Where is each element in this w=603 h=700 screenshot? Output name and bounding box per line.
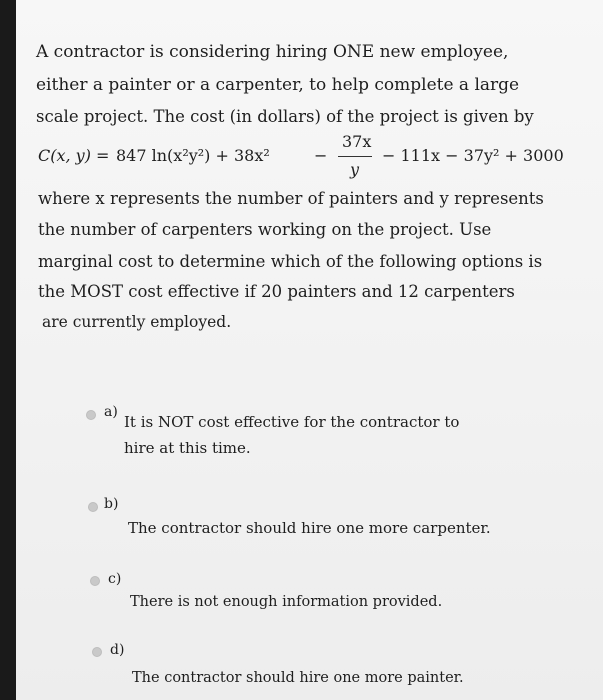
question-page <box>16 0 603 700</box>
option-b-letter: b) <box>104 496 119 512</box>
question-line-1: A contractor is considering hiring ONE new employee, <box>36 42 509 62</box>
option-d-letter: d) <box>110 642 125 658</box>
option-a-letter: a) <box>104 404 118 420</box>
formula-rest: − 111x − 37y² + 3000 <box>382 146 564 165</box>
question-line-6: marginal cost to determine which of the following options is <box>38 252 543 271</box>
option-d-text[interactable]: The contractor should hire one more painter. <box>132 670 464 686</box>
fraction-bar <box>338 156 372 157</box>
option-c-letter: c) <box>108 571 122 587</box>
option-b-text[interactable]: The contractor should hire one more carpenter. <box>128 519 491 537</box>
question-line-5: the number of carpenters working on the project. Use <box>38 220 492 239</box>
option-d-radio[interactable] <box>92 647 102 657</box>
option-a-radio[interactable] <box>86 410 96 420</box>
formula-minus: − <box>314 146 328 165</box>
question-line-4: where x represents the number of painters and y represents <box>38 189 544 208</box>
question-line-2: either a painter or a carpenter, to help complete a large <box>36 75 520 95</box>
option-c-text[interactable]: There is not enough information provided. <box>130 594 443 610</box>
option-a-text[interactable]: It is NOT cost effective for the contractor to <box>124 413 460 431</box>
option-c-radio[interactable] <box>90 576 100 586</box>
option-a-text-2[interactable]: hire at this time. <box>124 439 251 457</box>
question-line-8: are currently employed. <box>42 313 232 331</box>
formula-denominator: y <box>350 160 360 179</box>
question-line-3: scale project. The cost (in dollars) of the project is given by <box>36 107 534 126</box>
option-b-radio[interactable] <box>88 502 98 512</box>
formula-lhs: C(x, y) <box>38 146 91 165</box>
cost-formula <box>38 132 578 182</box>
formula-term-1: 847 ln(x²y²) + 38x² <box>116 146 270 165</box>
question-line-7: the MOST cost effective if 20 painters and 12 carpenters <box>38 282 515 301</box>
formula-numerator: 37x <box>342 132 372 151</box>
formula-equals: = <box>96 146 110 165</box>
